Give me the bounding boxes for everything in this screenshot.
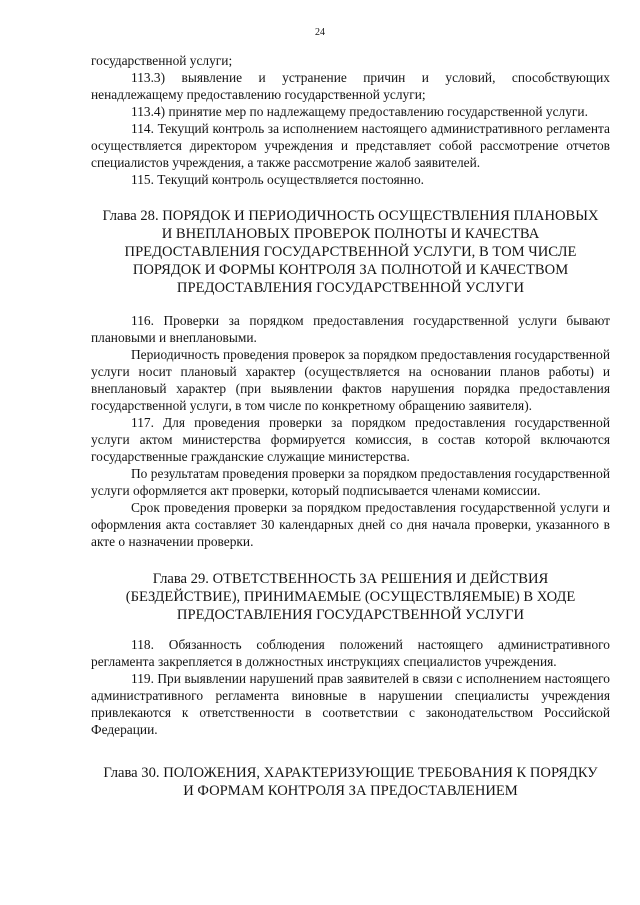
chapter-29-heading: Глава 29. ОТВЕТСТВЕННОСТЬ ЗА РЕШЕНИЯ И ДЕЙСТВИЯ (БЕЗДЕЙСТВИЕ), ПРИНИМАЕМЫЕ (ОСУЩЕСТВЛЯЕМЫЕ) В ХОДЕ ПРЕДОСТАВЛЕНИЯ ГОСУДАРСТВЕННОЙ УСЛУГИ [125,571,576,623]
paragraph-inspection-results: По результатам проведения проверки за порядком предоставления государственной услуги оформляется акт проверки, который подписывается членами комиссии. [91,466,610,498]
document-body [91,52,610,800]
paragraph-inspection-term: Срок проведения проверки за порядком предоставления государственной услуги и оформления акта составляет 30 календарных дней со дня начала проверки, указанного в акте о назначении проверки. [91,500,610,549]
paragraph-113-4: 113.4) принятие мер по надлежащему предоставлению государственной услуги. [131,104,588,119]
paragraph-117: 117. Для проведения проверки за порядком предоставления государственной услуги актом министерства формируется комиссия, в состав которой включаются государственные гражданские служащие министерства. [91,415,610,464]
paragraph-118: 118. Обязанность соблюдения положений настоящего административного регламента закрепляется в должностных инструкциях специалистов учреждения. [91,637,610,669]
paragraph-113-3: 113.3) выявление и устранение причин и условий, способствующих ненадлежащему предоставлению государственной услуги; [91,70,610,102]
paragraph-periodicity: Периодичность проведения проверок за порядком предоставления государственной услуги носит плановый характер (осуществляется на основании планов работы) и внеплановый характер (при выявлении фактов нарушения порядка предоставления государственной услуги, в том числе по конкретному обращению заявителя). [91,347,610,413]
paragraph-115: 115. Текущий контроль осуществляется постоянно. [131,172,425,187]
paragraph-119: 119. При выявлении нарушений прав заявителей в связи с исполнением настоящего административного регламента виновные в нарушении специалисты учреждения привлекаются к ответственности в соответствии с законодательством Российской Федерации. [91,671,610,737]
paragraph-116: 116. Проверки за порядком предоставления государственной услуги бывают плановыми и внеплановыми. [91,313,610,345]
chapter-30-heading: Глава 30. ПОЛОЖЕНИЯ, ХАРАКТЕРИЗУЮЩИЕ ТРЕБОВАНИЯ К ПОРЯДКУ И ФОРМАМ КОНТРОЛЯ ЗА ПРЕДОСТАВЛЕНИЕМ [103,765,598,799]
paragraph-continued: государственной услуги; [91,53,233,68]
chapter-28-heading: Глава 28. ПОРЯДОК И ПЕРИОДИЧНОСТЬ ОСУЩЕСТВЛЕНИЯ ПЛАНОВЫХ И ВНЕПЛАНОВЫХ ПРОВЕРОК ПОЛНОТЫ И КАЧЕСТВА ПРЕДОСТАВЛЕНИЯ ГОСУДАРСТВЕННОЙ УСЛУГИ, В ТОМ ЧИСЛЕ ПОРЯДОК И ФОРМЫ КОНТРОЛЯ ЗА ПОЛНОТОЙ И КАЧЕСТВОМ ПРЕДОСТАВЛЕНИЯ ГОСУДАРСТВЕННОЙ УСЛУГИ [102,208,599,296]
paragraph-114: 114. Текущий контроль за исполнением настоящего административного регламента осуществляется директором учреждения и представляет собой рассмотрение отчетов специалистов учреждения, а также рассмотрение жалоб заявителей. [91,121,610,170]
page-number: 24 [315,27,325,38]
